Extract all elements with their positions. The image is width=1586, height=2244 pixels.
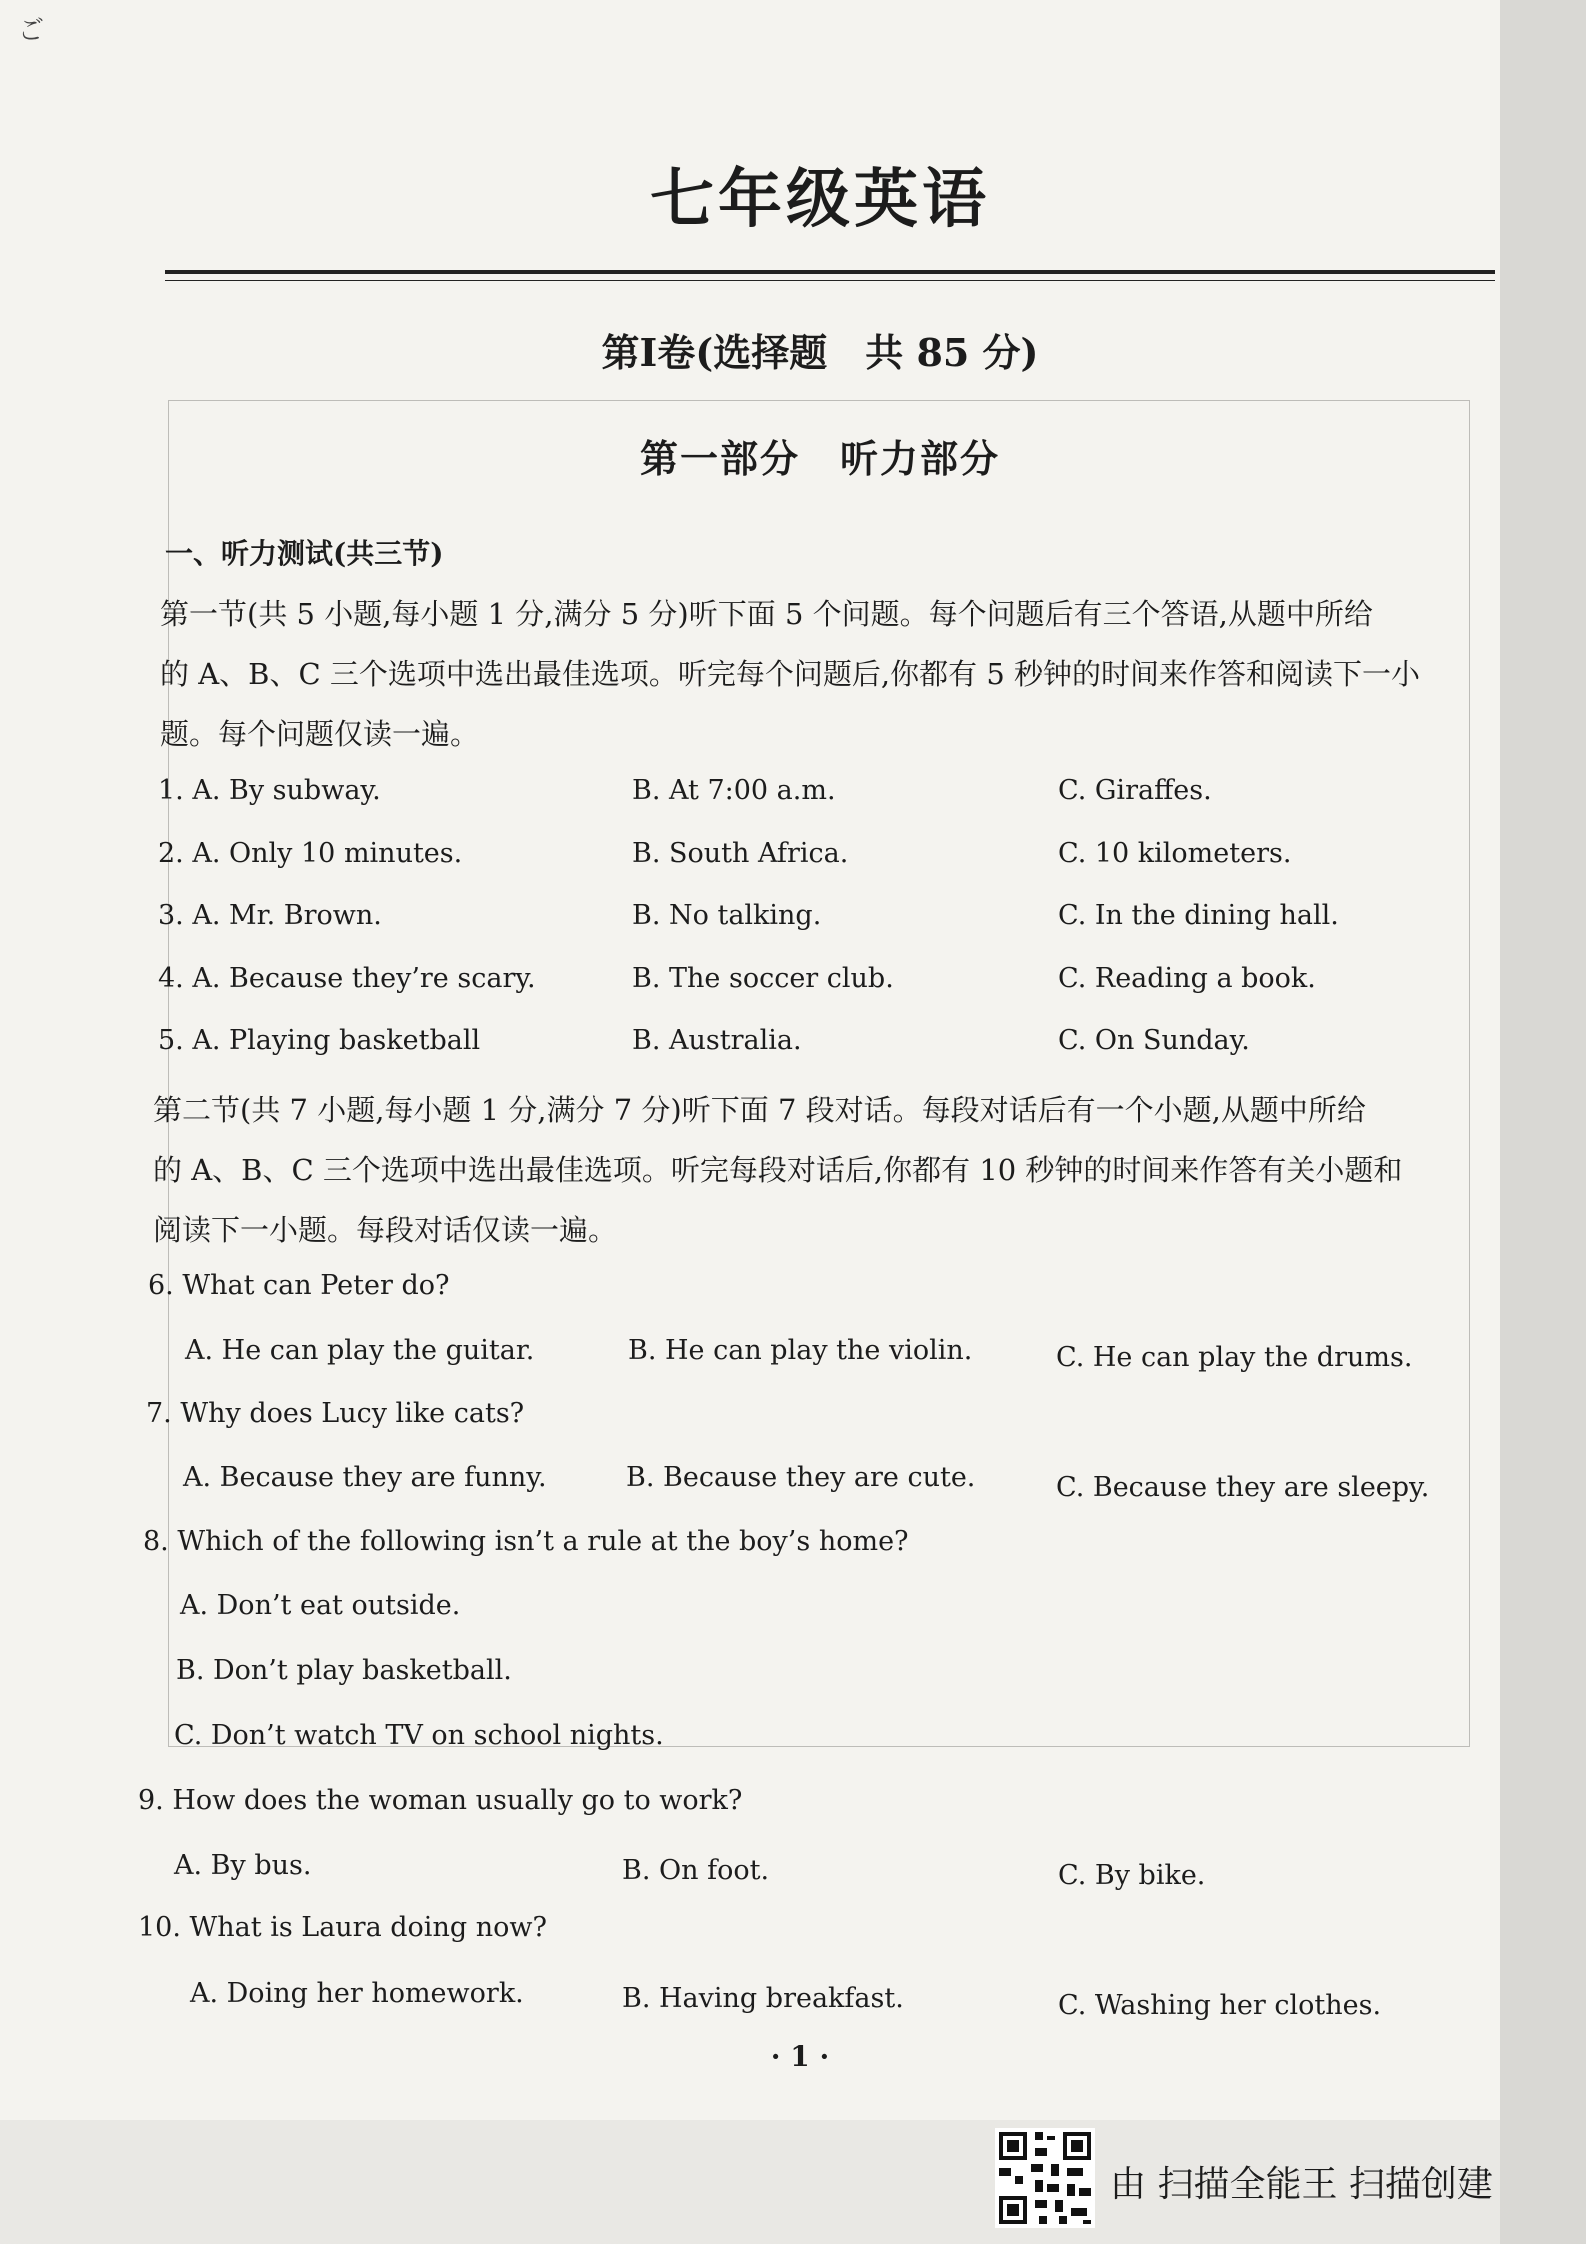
q4-option-b: B. The soccer club. xyxy=(632,963,894,994)
q9-stem: 9. How does the woman usually go to work? xyxy=(138,1785,743,1816)
q3-option-a: 3. A. Mr. Brown. xyxy=(158,900,382,931)
scanner-watermark xyxy=(995,2128,1585,2238)
q1-option-c: C. Giraffes. xyxy=(1058,775,1212,806)
title-rule-thick xyxy=(165,270,1495,274)
q10-option-c: C. Washing her clothes. xyxy=(1058,1990,1382,2021)
q6-option-c: C. He can play the drums. xyxy=(1056,1342,1413,1373)
q6-option-a: A. He can play the guitar. xyxy=(185,1335,535,1366)
q9-option-c: C. By bike. xyxy=(1058,1860,1206,1891)
q7-option-a: A. Because they are funny. xyxy=(183,1462,547,1493)
q2-option-b: B. South Africa. xyxy=(632,838,849,869)
q4-option-a: 4. A. Because they’re scary. xyxy=(158,963,536,994)
corner-mark: ご xyxy=(18,16,45,46)
section1-instruction-line: 题。每个问题仅读一遍。 xyxy=(160,717,480,751)
q10-stem: 10. What is Laura doing now? xyxy=(138,1912,547,1943)
q5-option-a: 5. A. Playing basketball xyxy=(158,1025,481,1056)
q10-option-b: B. Having breakfast. xyxy=(622,1983,904,2014)
q8-option-b: B. Don’t play basketball. xyxy=(176,1655,512,1686)
q3-option-c: C. In the dining hall. xyxy=(1058,900,1339,931)
q6-option-b: B. He can play the violin. xyxy=(628,1335,973,1366)
q5-option-c: C. On Sunday. xyxy=(1058,1025,1250,1056)
q4-option-c: C. Reading a book. xyxy=(1058,963,1316,994)
section1-instruction-line: 的 A、B、C 三个选项中选出最佳选项。听完每个问题后,你都有 5 秒钟的时间来作答和阅读下一小 xyxy=(160,657,1420,691)
q10-option-a: A. Doing her homework. xyxy=(190,1978,524,2009)
q7-stem: 7. Why does Lucy like cats? xyxy=(146,1398,525,1429)
q6-stem: 6. What can Peter do? xyxy=(148,1270,450,1301)
page-number: · 1 · xyxy=(770,2040,830,2073)
q8-option-a: A. Don’t eat outside. xyxy=(180,1590,461,1621)
section2-instruction-line: 第二节(共 7 小题,每小题 1 分,满分 7 分)听下面 7 段对话。每段对话后有一个小题,从题中所给 xyxy=(153,1093,1366,1127)
section2-instruction-line: 阅读下一小题。每段对话仅读一遍。 xyxy=(153,1213,618,1247)
part-heading: 第一部分 听力部分 xyxy=(639,436,1000,481)
q3-option-b: B. No talking. xyxy=(632,900,822,931)
volume-heading: 第Ⅰ卷(选择题 共 85 分) xyxy=(601,330,1039,375)
page-title: 七年级英语 xyxy=(650,162,990,237)
title-rule-thin xyxy=(165,280,1495,281)
section1-instruction-line: 第一节(共 5 小题,每小题 1 分,满分 5 分)听下面 5 个问题。每个问题后有三个答语,从题中所给 xyxy=(160,597,1373,631)
q1-option-b: B. At 7:00 a.m. xyxy=(632,775,836,806)
q9-option-a: A. By bus. xyxy=(174,1850,312,1881)
qr-code-icon xyxy=(995,2128,1095,2228)
q8-option-c: C. Don’t watch TV on school nights. xyxy=(174,1720,664,1751)
q5-option-b: B. Australia. xyxy=(632,1025,802,1056)
q1-option-a: 1. A. By subway. xyxy=(158,775,381,806)
scanner-text: 由 扫描全能王 扫描创建 xyxy=(1110,2164,1493,2205)
listening-heading: 一、听力测试(共三节) xyxy=(165,537,444,570)
q7-option-b: B. Because they are cute. xyxy=(626,1462,976,1493)
q2-option-a: 2. A. Only 10 minutes. xyxy=(158,838,463,869)
section2-instruction-line: 的 A、B、C 三个选项中选出最佳选项。听完每段对话后,你都有 10 秒钟的时间来作答有关小题和 xyxy=(153,1153,1403,1187)
q2-option-c: C. 10 kilometers. xyxy=(1058,838,1292,869)
q7-option-c: C. Because they are sleepy. xyxy=(1056,1472,1430,1503)
q9-option-b: B. On foot. xyxy=(622,1855,770,1886)
q8-stem: 8. Which of the following isn’t a rule at the boy’s home? xyxy=(143,1526,909,1557)
